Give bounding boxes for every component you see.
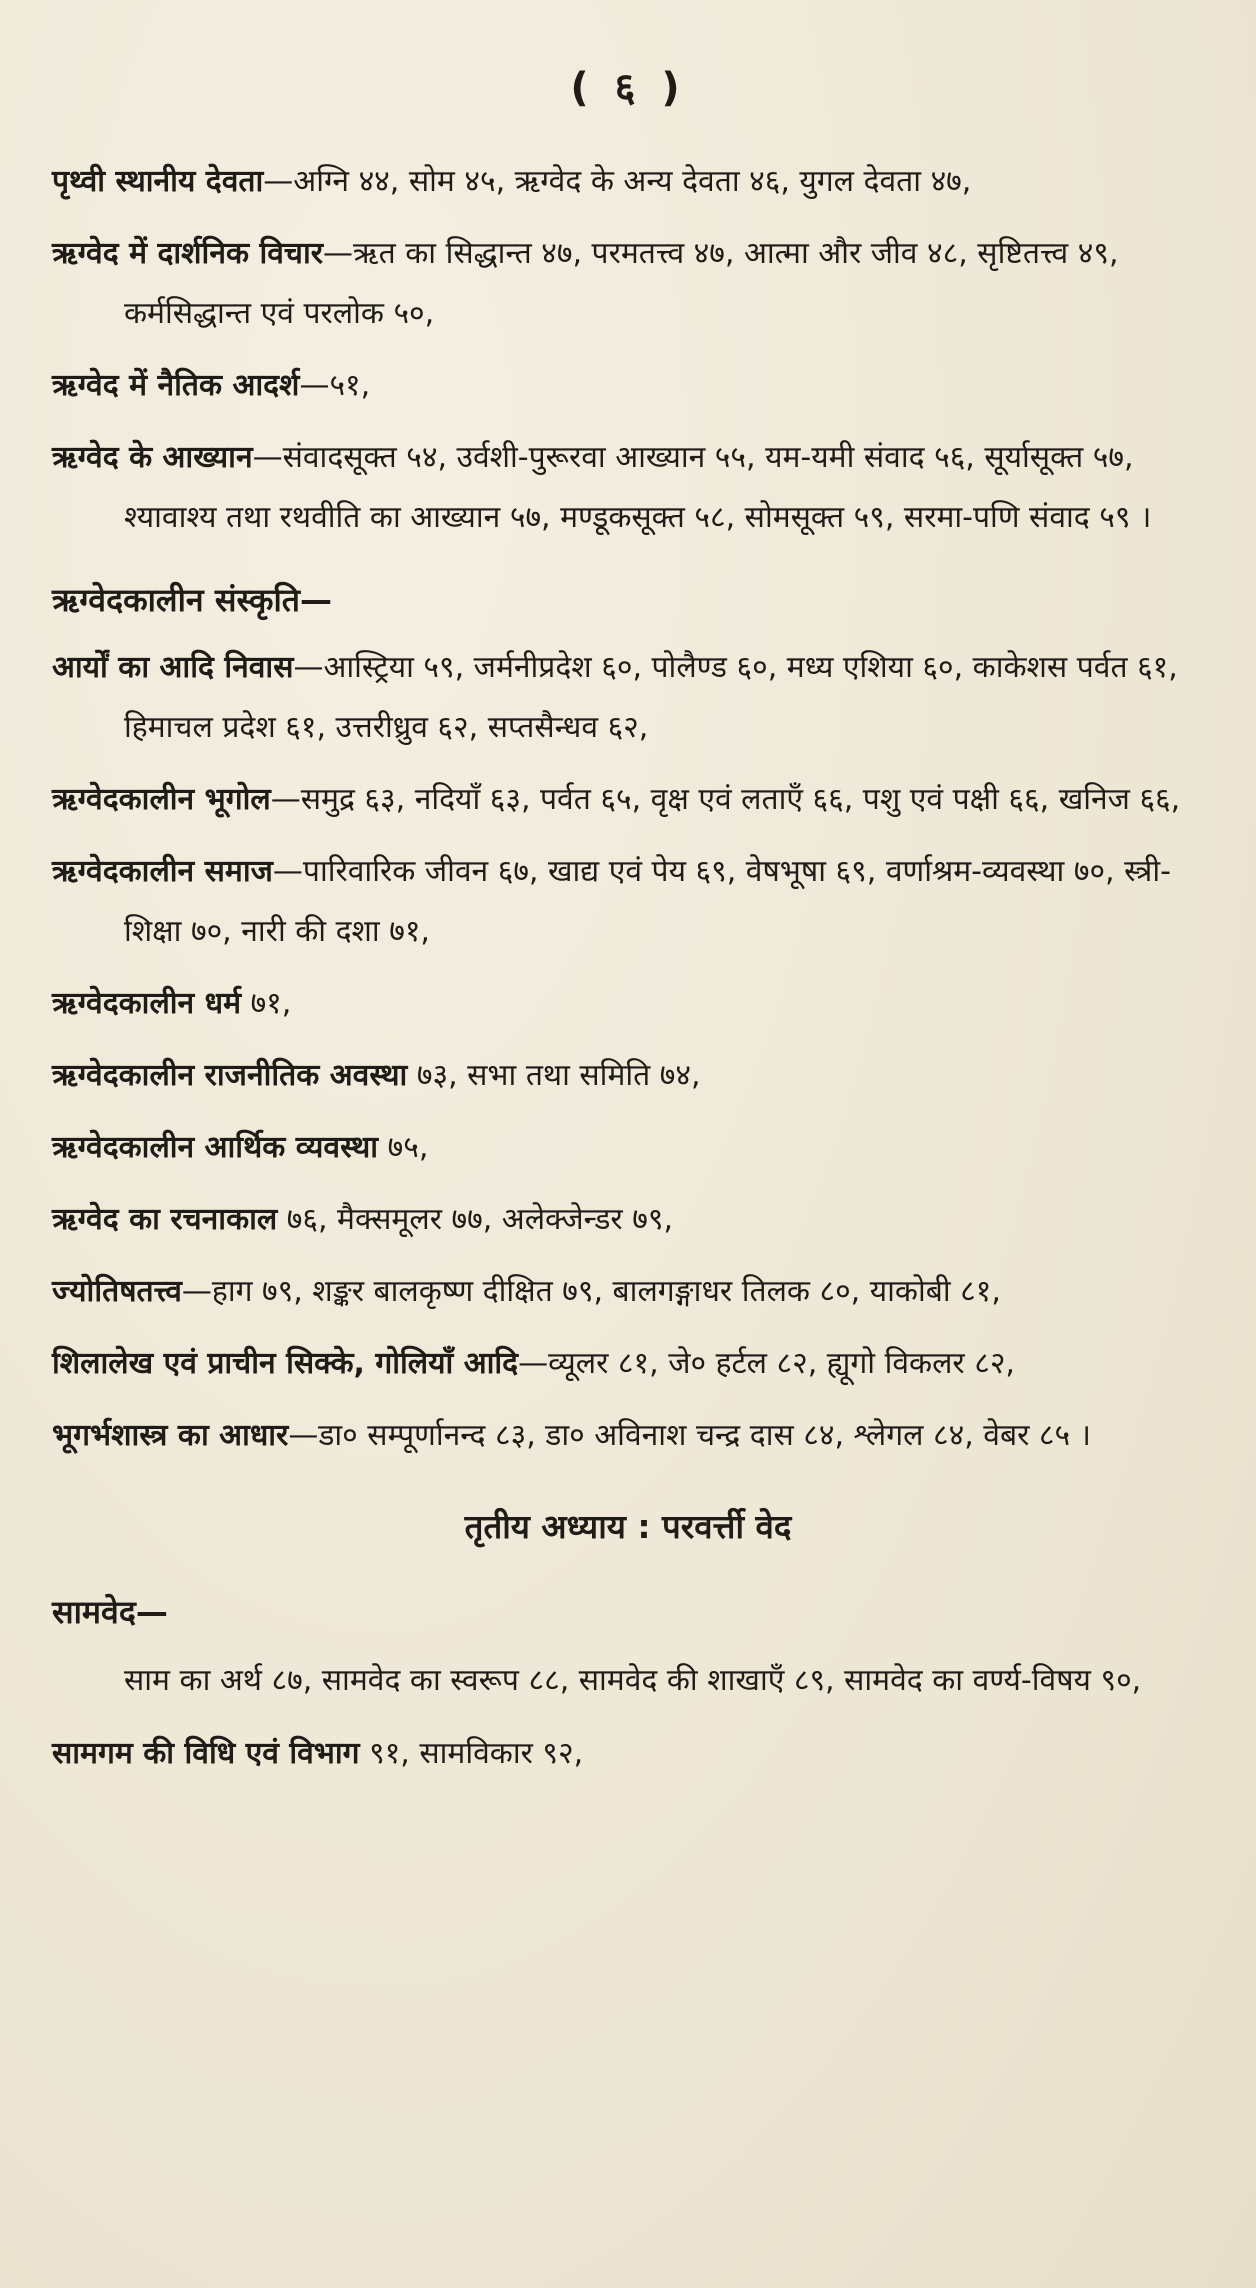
toc-entry xyxy=(52,224,1204,344)
entry-heading: ऋग्वेद में दार्शनिक विचार xyxy=(52,236,324,271)
entry-heading: ऋग्वेदकालीन आर्थिक व्यवस्था xyxy=(52,1130,379,1165)
toc-entry xyxy=(52,1046,1204,1106)
chapter-title: तृतीय अध्याय : परवर्त्ती वेद xyxy=(464,1507,792,1546)
entries-mid xyxy=(52,638,1204,1466)
entry-heading: ऋग्वेद का रचनाकाल xyxy=(52,1202,278,1237)
entry-heading: ऋग्वेदकालीन राजनीतिक अवस्था xyxy=(52,1058,408,1093)
toc-entry xyxy=(52,770,1204,830)
samaveda-contents: साम का अर्थ ८७, सामवेद का स्वरूप ८८, सामवेद की शाखाएँ ८९, सामवेद का वर्ण्य-विषय ९०, xyxy=(124,1663,1142,1698)
toc-entry xyxy=(52,1406,1204,1466)
entry-text: —डा० सम्पूर्णानन्द ८३, डा० अविनाश चन्द्र दास ८४, श्लेगल ८४, वेबर ८५ । xyxy=(288,1418,1092,1453)
toc-entry xyxy=(52,842,1204,962)
entry-text: ७६, मैक्समूलर ७७, अलेक्जेन्डर ७९, xyxy=(277,1202,673,1237)
entry-heading: भूगर्भशास्त्र का आधार xyxy=(52,1418,289,1453)
entry-heading: ऋग्वेदकालीन धर्म xyxy=(52,986,242,1021)
toc-entry xyxy=(52,1334,1204,1394)
section-heading-sanskriti: ऋग्वेदकालीन संस्कृति— xyxy=(52,581,333,619)
entry-heading: ऋग्वेद के आख्यान xyxy=(52,440,253,475)
entry-text: ७१, xyxy=(241,986,292,1021)
entry-heading: ऋग्वेद में नैतिक आदर्श xyxy=(52,368,300,403)
entries-top xyxy=(52,152,1204,548)
entry-text: ९१, सामविकार ९२, xyxy=(359,1736,584,1771)
toc-entry xyxy=(52,1118,1204,1178)
entry-text: —संवादसूक्त ५४, उर्वशी-पुरूरवा आख्यान ५५, यम-यमी संवाद ५६, सूर्यासूक्त ५७, श्यावाश्य तथा रथवीति का आख्यान ५७, मण्डूकसूक्त ५८, सोमसूक्त ५९, सरमा-पणि संवाद ५९ । xyxy=(124,440,1152,535)
entry-heading: ज्योतिषतत्त्व xyxy=(52,1274,182,1309)
toc-entry xyxy=(52,1190,1204,1250)
entry-heading: पृथ्वी स्थानीय देवता xyxy=(52,164,264,199)
entry-text: —ऋत का सिद्धान्त ४७, परमतत्त्व ४७, आत्मा और जीव ४८, सृष्टितत्त्व ४९, कर्मसिद्धान्त एवं परलोक ५०, xyxy=(124,236,1119,331)
entry-text: —व्यूलर ८१, जे० हर्टल ८२, ह्यूगो विकलर ८२, xyxy=(518,1346,1015,1381)
entry-text: —समुद्र ६३, नदियाँ ६३, पर्वत ६५, वृक्ष एवं लताएँ ६६, पशु एवं पक्षी ६६, खनिज ६६, xyxy=(270,782,1181,817)
entry-heading: शिलालेख एवं प्राचीन सिक्के, गोलियाँ आदि xyxy=(52,1346,519,1381)
toc-entry xyxy=(52,428,1204,548)
toc-entry xyxy=(52,1724,1204,1784)
entry-text: —आस्ट्रिया ५९, जर्मनीप्रदेश ६०, पोलैण्ड ६०, मध्य एशिया ६०, काकेशस पर्वत ६१, हिमाचल प्रदेश ६१, उत्तरीध्रुव ६२, सप्तसैन्धव ६२, xyxy=(124,650,1178,745)
page-number: ( ६ ) xyxy=(570,65,686,111)
toc-entry xyxy=(52,152,1204,212)
entry-text: —पारिवारिक जीवन ६७, खाद्य एवं पेय ६९, वेषभूषा ६९, वर्णाश्रम-व्यवस्था ७०, स्त्री-शिक्षा ७०, नारी की दशा ७१, xyxy=(124,854,1171,949)
entry-text: —अग्नि ४४, सोम ४५, ऋग्वेद के अन्य देवता ४६, युगल देवता ४७, xyxy=(263,164,972,199)
toc-entry xyxy=(52,356,1204,416)
entry-text: ७५, xyxy=(378,1130,429,1165)
entry-text: —५१, xyxy=(299,368,371,403)
entry-heading: आर्यों का आदि निवास xyxy=(52,650,294,685)
entry-heading: सामगम की विधि एवं विभाग xyxy=(52,1736,360,1771)
entry-text: ७३, सभा तथा समिति ७४, xyxy=(407,1058,701,1093)
entry-heading: ऋग्वेदकालीन भूगोल xyxy=(52,782,271,817)
toc-entry xyxy=(52,1262,1204,1322)
entry-text: —हाग ७९, शङ्कर बालकृष्ण दीक्षित ७९, बालगङ्गाधर तिलक ८०, याकोबी ८१, xyxy=(181,1274,1001,1309)
entry-heading: ऋग्वेदकालीन समाज xyxy=(52,854,273,889)
toc-entry xyxy=(52,974,1204,1034)
toc-entry xyxy=(52,638,1204,758)
section-heading-samaveda: सामवेद— xyxy=(52,1593,168,1631)
